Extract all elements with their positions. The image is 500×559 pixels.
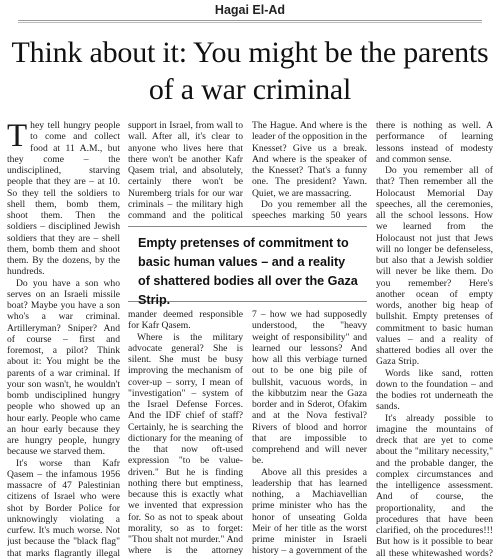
headline: Think about it: You might be the parents of a war criminal — [11, 36, 489, 106]
paragraph: Words like sand, rotten down to the foundation – and the bodies rot underneath the sands. — [376, 367, 493, 413]
article-column-2-bottom — [128, 309, 243, 558]
paragraph: Do you remember all the speeches marking 50 years — [252, 198, 367, 220]
pull-quote-box — [128, 226, 367, 307]
paragraph: 7 – how we had supposedly understood, the "heavy weight of responsibility" and learned our lessons? And how all this verbiage turned out to be one big pile of bullshit, vacuous words, in the kibbutzim near the Gaza border and in Sderot, Ofakim and at the Nova festival? Rivers of blood and horror that are impossible to comprehend and will never be. — [252, 309, 367, 467]
paragraph — [7, 120, 120, 278]
article-column-3-top — [252, 120, 367, 220]
paragraph: It's worse than Kafr Qasem – the infamous 1956 massacre of 47 Palestinian citizens of Israel who were shot by Border Police for unknowingly violating a curfew. It's much worse. Not just because the "black flag" that marks flagrantly illegal — [7, 457, 120, 558]
pull-quote: Empty pretenses of commitment to basic human values – and a reality of shattered bodies all over the Gaza Strip. — [138, 236, 358, 307]
paragraph: Do you have a son who serves on an Israeli missile boat? Maybe you have a son who's a war criminal. Artilleryman? Sniper? And of course – first and foremost, a pilot? Think about it: You might be the parents of a war criminal. If your son wasn't, he wouldn't bomb undisciplined hungry people who showed up an hour early. People who came an hour early because they are hungry people, hungry because we starved them. — [7, 277, 120, 458]
paragraph-text: hey tell hungry people to come and collect food at 11 A.M., but they come – the undisciplined, starving people that they are – at 10. So they tell the soldiers to shell them, bomb them, shoot them. Then the soldiers – disciplined Jewish soldiers that they are – shell them, bomb them and shoot them. By the dozens, by the hundreds. — [7, 120, 120, 278]
article-column-1 — [7, 120, 120, 558]
top-rule-2 — [18, 22, 482, 23]
paragraph: support in Israel, from wall to wall. After all, it's clear to anyone who lives here that there won't be another Kafr Qasem trial, and absolutely, certainly there won't be Nuremberg trials for our war criminals – the military high command and the political — [128, 120, 243, 220]
byline: Hagai El-Ad — [214, 3, 286, 17]
paragraph: The Hague. And where is the leader of the opposition in the Knesset? Give us a break. And where is the speaker of the Knesset? That's a funny one. The president? Yawn. Quiet, we are massacring. — [252, 120, 367, 199]
paragraph: Where is the military advocate general? She is silent. She must be busy improving the mechanism of cover-up – sorry, I mean of "investigation" – system of the Israel Defense Forces. And the IDF chief of staff? Certainly, he is searching the dictionary for the meaning of the that now oft-used expression "to be value-driven." But he is finding nothing there but emptiness, because this is exactly what we invented that expression for. So as not to speak about morality, so as to forget: "Thou shalt not murder." And where is the attorney — [128, 331, 243, 557]
paragraph: Do you remember all of that? Then remember all the Holocaust Memorial Day speeches, all the ceremonies, all the school lessons. How we learned from the Holocaust not just that Jews will no longer be defenseless, but also that a Jewish soldier will never be like them. Do you remember? Here's another ocean of empty words, another big heap of bullshit. Empty pretenses of commitment to basic human values – and a reality of shattered bodies all over the Gaza Strip. — [376, 165, 493, 368]
paragraph: Above all this presides a leadership that has learned nothing, a Machiavellian prime minister who has the honor of unseating Golda Meir of her title as the worst prime minister in Israeli history – a government of the — [252, 466, 367, 557]
paragraph: mander deemed responsible for Kafr Qasem. — [128, 309, 243, 332]
article-column-3-bottom — [252, 309, 367, 558]
paragraph: there is nothing as well. A performance of learning lessons instead of modesty and common sense. — [376, 120, 493, 165]
paragraph: It's already possible to imagine the mountains of dreck that are yet to come about the "military necessity," and the probable danger, the complex circumstances and the intelligence assessment. And of course, the proportionality, and the procedures that have been clarified, oh the procedures!!! But how is it possible to bear all these whitewashed words? — [376, 412, 493, 558]
article-column-4 — [376, 120, 493, 558]
drop-cap: T — [7, 120, 28, 154]
top-rule — [18, 20, 482, 21]
article-column-2-top — [128, 120, 243, 220]
